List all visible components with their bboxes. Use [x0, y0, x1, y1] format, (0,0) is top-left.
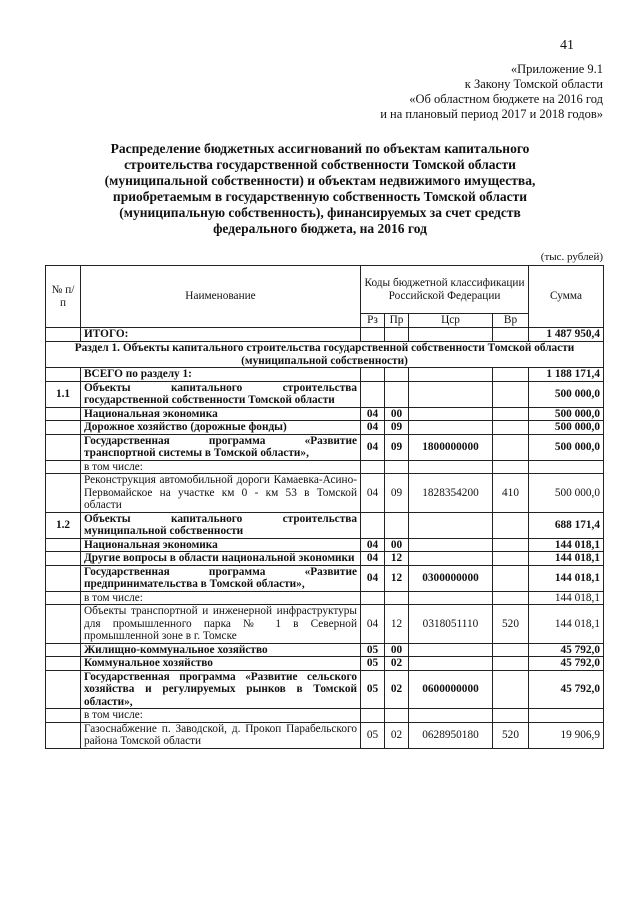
row-number [46, 605, 81, 644]
header-rz: Рз [361, 314, 385, 328]
code-vr: 520 [493, 605, 529, 644]
header-vr: Вр [493, 314, 529, 328]
code-vr: 410 [493, 474, 529, 513]
row-name: Государственная программа «Развитие транспортной системы в Томской области», [81, 434, 361, 460]
appendix-line: к Закону Томской области [464, 77, 603, 91]
appendix-line: «Приложение 9.1 [510, 62, 603, 76]
row-number [46, 460, 81, 474]
code-vr [493, 670, 529, 709]
row-number [46, 368, 81, 382]
code-csr [409, 643, 493, 657]
header-num: № п/п [46, 266, 81, 328]
appendix-line: и на плановый период 2017 и 2018 годов» [380, 107, 603, 121]
budget-table [45, 265, 604, 749]
code-vr: 520 [493, 722, 529, 748]
code-pr: 00 [385, 407, 409, 421]
code-rz: 04 [361, 552, 385, 566]
table-row [46, 605, 604, 644]
row-number [46, 709, 81, 723]
row-number [46, 591, 81, 605]
code-vr [493, 657, 529, 671]
row-number [46, 474, 81, 513]
code-pr: 02 [385, 722, 409, 748]
header-codes: Коды бюджетной классификации Российской Федерации [361, 266, 529, 314]
row-sum: 500 000,0 [529, 407, 604, 421]
empty-cell [493, 328, 529, 342]
row-name: Дорожное хозяйство (дорожные фонды) [81, 421, 361, 435]
code-csr [409, 381, 493, 407]
code-pr: 00 [385, 643, 409, 657]
row-sum: 500 000,0 [529, 421, 604, 435]
row-name: Реконструкция автомобильной дороги Камаевка-Асино-Первомайское на участке км 0 - км 53 в Томской области [81, 474, 361, 513]
row-sum: 144 018,1 [529, 605, 604, 644]
empty-cell [409, 328, 493, 342]
row-sum [529, 460, 604, 474]
row-name: Национальная экономика [81, 538, 361, 552]
code-pr: 09 [385, 474, 409, 513]
row-sum: 144 018,1 [529, 565, 604, 591]
row-number [46, 552, 81, 566]
code-pr: 02 [385, 670, 409, 709]
row-sum: 500 000,0 [529, 434, 604, 460]
code-rz: 04 [361, 565, 385, 591]
code-csr [409, 552, 493, 566]
row-sum: 688 171,4 [529, 512, 604, 538]
code-rz [361, 709, 385, 723]
code-csr [409, 460, 493, 474]
code-csr [409, 421, 493, 435]
table-body [46, 328, 604, 749]
row-name: Коммунальное хозяйство [81, 657, 361, 671]
code-rz: 04 [361, 421, 385, 435]
table-row [46, 381, 604, 407]
code-csr: 0600000000 [409, 670, 493, 709]
title-line: строительства государственной собственности Томской области [124, 157, 516, 172]
table-row [46, 657, 604, 671]
code-pr [385, 512, 409, 538]
code-vr [493, 407, 529, 421]
header-pr: Пр [385, 314, 409, 328]
appendix-line: «Об областном бюджете на 2016 год [409, 92, 603, 106]
row-name: Объекты капитального строительства муниципальной собственности [81, 512, 361, 538]
code-vr [493, 552, 529, 566]
row-sum [529, 709, 604, 723]
row-name: Другие вопросы в области национальной экономики [81, 552, 361, 566]
code-vr [493, 538, 529, 552]
code-csr: 0628950180 [409, 722, 493, 748]
code-pr: 00 [385, 538, 409, 552]
row-number [46, 657, 81, 671]
section-row [46, 342, 604, 368]
header-sum: Сумма [529, 266, 604, 328]
code-vr [493, 381, 529, 407]
row-sum: 144 018,1 [529, 591, 604, 605]
row-name: Газоснабжение п. Заводской, д. Прокоп Парабельского района Томской области [81, 722, 361, 748]
row-number [46, 434, 81, 460]
row-number [46, 407, 81, 421]
header-row [46, 266, 604, 314]
table-row [46, 552, 604, 566]
code-rz: 05 [361, 722, 385, 748]
code-rz [361, 512, 385, 538]
total-num [46, 328, 81, 342]
code-rz [361, 591, 385, 605]
row-sum: 45 792,0 [529, 670, 604, 709]
table-row [46, 670, 604, 709]
table-row [46, 538, 604, 552]
code-vr [493, 709, 529, 723]
code-pr [385, 709, 409, 723]
document-title [90, 141, 550, 237]
code-rz: 04 [361, 538, 385, 552]
units-label: (тыс. рублей) [540, 251, 603, 263]
table-row [46, 512, 604, 538]
code-csr [409, 512, 493, 538]
row-number: 1.2 [46, 512, 81, 538]
row-number [46, 670, 81, 709]
code-vr [493, 460, 529, 474]
total-sum: 1 487 950,4 [529, 328, 604, 342]
row-sum: 45 792,0 [529, 657, 604, 671]
code-vr [493, 591, 529, 605]
code-vr [493, 368, 529, 382]
code-pr [385, 460, 409, 474]
code-rz: 05 [361, 670, 385, 709]
row-name: ВСЕГО по разделу 1: [81, 368, 361, 382]
row-name: в том числе: [81, 709, 361, 723]
row-name: Национальная экономика [81, 407, 361, 421]
title-line: Распределение бюджетных ассигнований по объектам капитального [110, 141, 530, 156]
table-row [46, 460, 604, 474]
section-title: Раздел 1. Объекты капитального строительства государственной собственности Томской области (муниципальной собственности) [46, 342, 604, 368]
table-row [46, 434, 604, 460]
row-number: 1.1 [46, 381, 81, 407]
row-name: Государственная программа «Развитие предпринимательства в Томской области», [81, 565, 361, 591]
total-row [46, 328, 604, 342]
code-rz [361, 460, 385, 474]
code-rz [361, 368, 385, 382]
row-sum: 500 000,0 [529, 474, 604, 513]
code-rz: 05 [361, 643, 385, 657]
code-vr [493, 565, 529, 591]
code-csr: 1828354200 [409, 474, 493, 513]
row-name: Государственная программа «Развитие сельского хозяйства и регулируемых рынков в Томской области», [81, 670, 361, 709]
code-csr [409, 538, 493, 552]
code-rz: 04 [361, 434, 385, 460]
total-label: ИТОГО: [81, 328, 361, 342]
row-number [46, 538, 81, 552]
header-name: Наименование [81, 266, 361, 328]
title-line: приобретаемым в государственную собственность Томской области [112, 189, 528, 204]
code-rz: 05 [361, 657, 385, 671]
row-name: Объекты транспортной и инженерной инфраструктуры для промышленного парка № 1 в Северной промышленной зоне в г. Томске [81, 605, 361, 644]
code-pr: 09 [385, 434, 409, 460]
table-row [46, 643, 604, 657]
code-pr [385, 368, 409, 382]
page-number: 41 [560, 38, 574, 53]
code-csr [409, 709, 493, 723]
table-row [46, 421, 604, 435]
table-row [46, 474, 604, 513]
row-sum: 144 018,1 [529, 552, 604, 566]
appendix-reference [380, 62, 603, 122]
title-line: федерального бюджета, на 2016 год [213, 221, 427, 236]
empty-cell [385, 328, 409, 342]
code-pr: 12 [385, 565, 409, 591]
code-csr [409, 407, 493, 421]
row-name: в том числе: [81, 460, 361, 474]
row-name: в том числе: [81, 591, 361, 605]
row-name: Объекты капитального строительства государственной собственности Томской области [81, 381, 361, 407]
code-csr: 1800000000 [409, 434, 493, 460]
code-rz: 04 [361, 407, 385, 421]
code-csr [409, 591, 493, 605]
row-number [46, 565, 81, 591]
code-csr [409, 657, 493, 671]
code-vr [493, 434, 529, 460]
table-row [46, 407, 604, 421]
code-rz [361, 381, 385, 407]
row-sum: 45 792,0 [529, 643, 604, 657]
table-row [46, 565, 604, 591]
code-pr: 09 [385, 421, 409, 435]
row-number [46, 421, 81, 435]
code-pr: 12 [385, 552, 409, 566]
code-vr [493, 643, 529, 657]
code-vr [493, 512, 529, 538]
code-pr: 12 [385, 605, 409, 644]
title-line: (муниципальную собственность), финансируемых за счет средств [119, 205, 521, 220]
row-sum: 500 000,0 [529, 381, 604, 407]
title-line: (муниципальной собственности) и объектам недвижимого имущества, [104, 173, 536, 188]
code-rz: 04 [361, 605, 385, 644]
row-sum: 19 906,9 [529, 722, 604, 748]
code-csr: 0318051110 [409, 605, 493, 644]
code-rz: 04 [361, 474, 385, 513]
code-pr [385, 591, 409, 605]
table-row [46, 368, 604, 382]
row-number [46, 643, 81, 657]
table-row [46, 709, 604, 723]
empty-cell [361, 328, 385, 342]
code-csr: 0300000000 [409, 565, 493, 591]
code-pr [385, 381, 409, 407]
row-number [46, 722, 81, 748]
header-csr: Цср [409, 314, 493, 328]
code-pr: 02 [385, 657, 409, 671]
row-name: Жилищно-коммунальное хозяйство [81, 643, 361, 657]
table-row [46, 591, 604, 605]
row-sum: 1 188 171,4 [529, 368, 604, 382]
code-vr [493, 421, 529, 435]
table-row [46, 722, 604, 748]
code-csr [409, 368, 493, 382]
row-sum: 144 018,1 [529, 538, 604, 552]
